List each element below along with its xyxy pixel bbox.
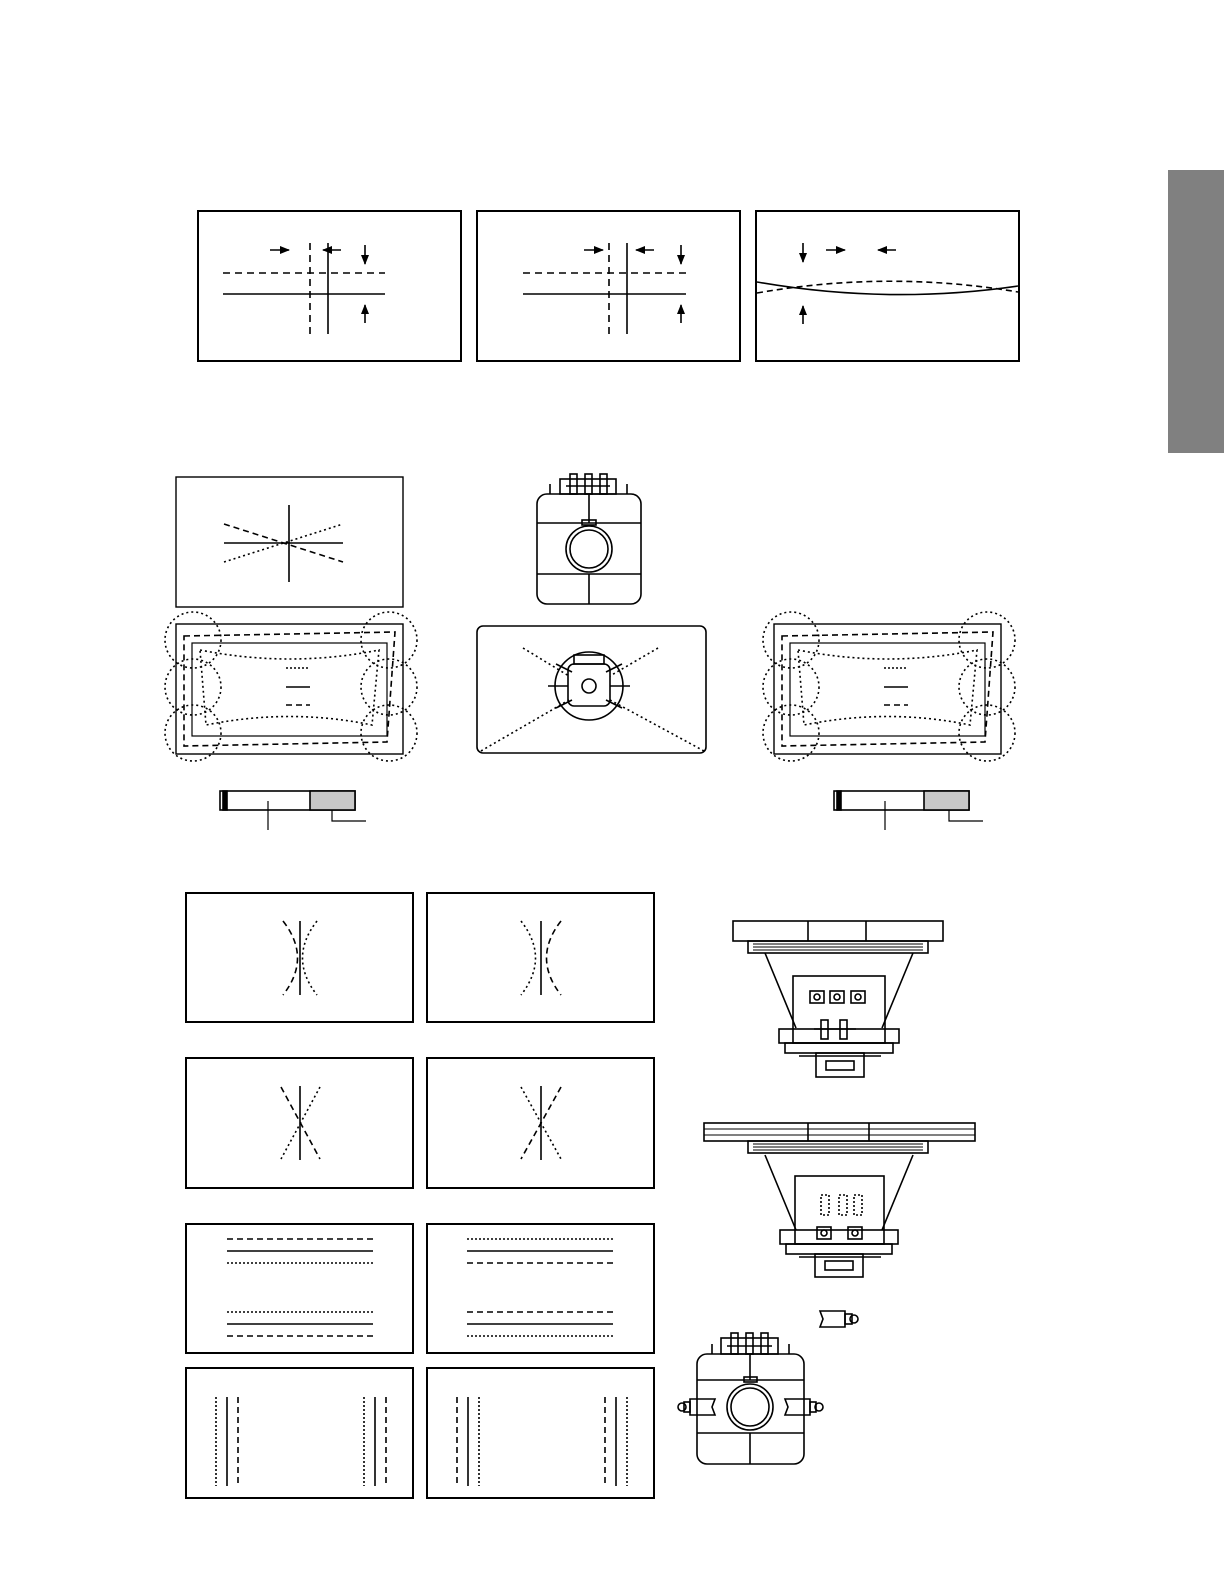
section-tab — [1168, 170, 1224, 453]
panel-pincushion-left — [165, 612, 417, 761]
panel-pincushion-right — [763, 612, 1015, 761]
panel-horizontal-lines-1 — [186, 1224, 413, 1353]
panel-vertical-lines-1 — [186, 1368, 413, 1498]
panel-rotation-cross — [176, 477, 403, 607]
panel-line-bow — [756, 211, 1019, 361]
deflection-yoke-with-wedges — [678, 1333, 823, 1464]
wedge-lever-right — [834, 791, 983, 830]
wedge-lever-left — [220, 791, 366, 830]
panel-curve-converge-2 — [427, 893, 654, 1022]
panel-yoke-tilt — [477, 626, 706, 753]
crt-neck-assembly-1 — [733, 921, 943, 1077]
crt-neck-assembly-2 — [704, 1123, 975, 1277]
panel-horizontal-lines-2 — [427, 1224, 654, 1353]
wedge-part — [820, 1311, 858, 1327]
panel-cross-converge-2 — [427, 1058, 654, 1188]
panel-static-convergence-1 — [198, 211, 461, 361]
panel-cross-converge-1 — [186, 1058, 413, 1188]
panel-vertical-lines-2 — [427, 1368, 654, 1498]
deflection-yoke-top-view — [537, 474, 641, 604]
panel-static-convergence-2 — [477, 211, 740, 361]
panel-curve-converge-1 — [186, 893, 413, 1022]
